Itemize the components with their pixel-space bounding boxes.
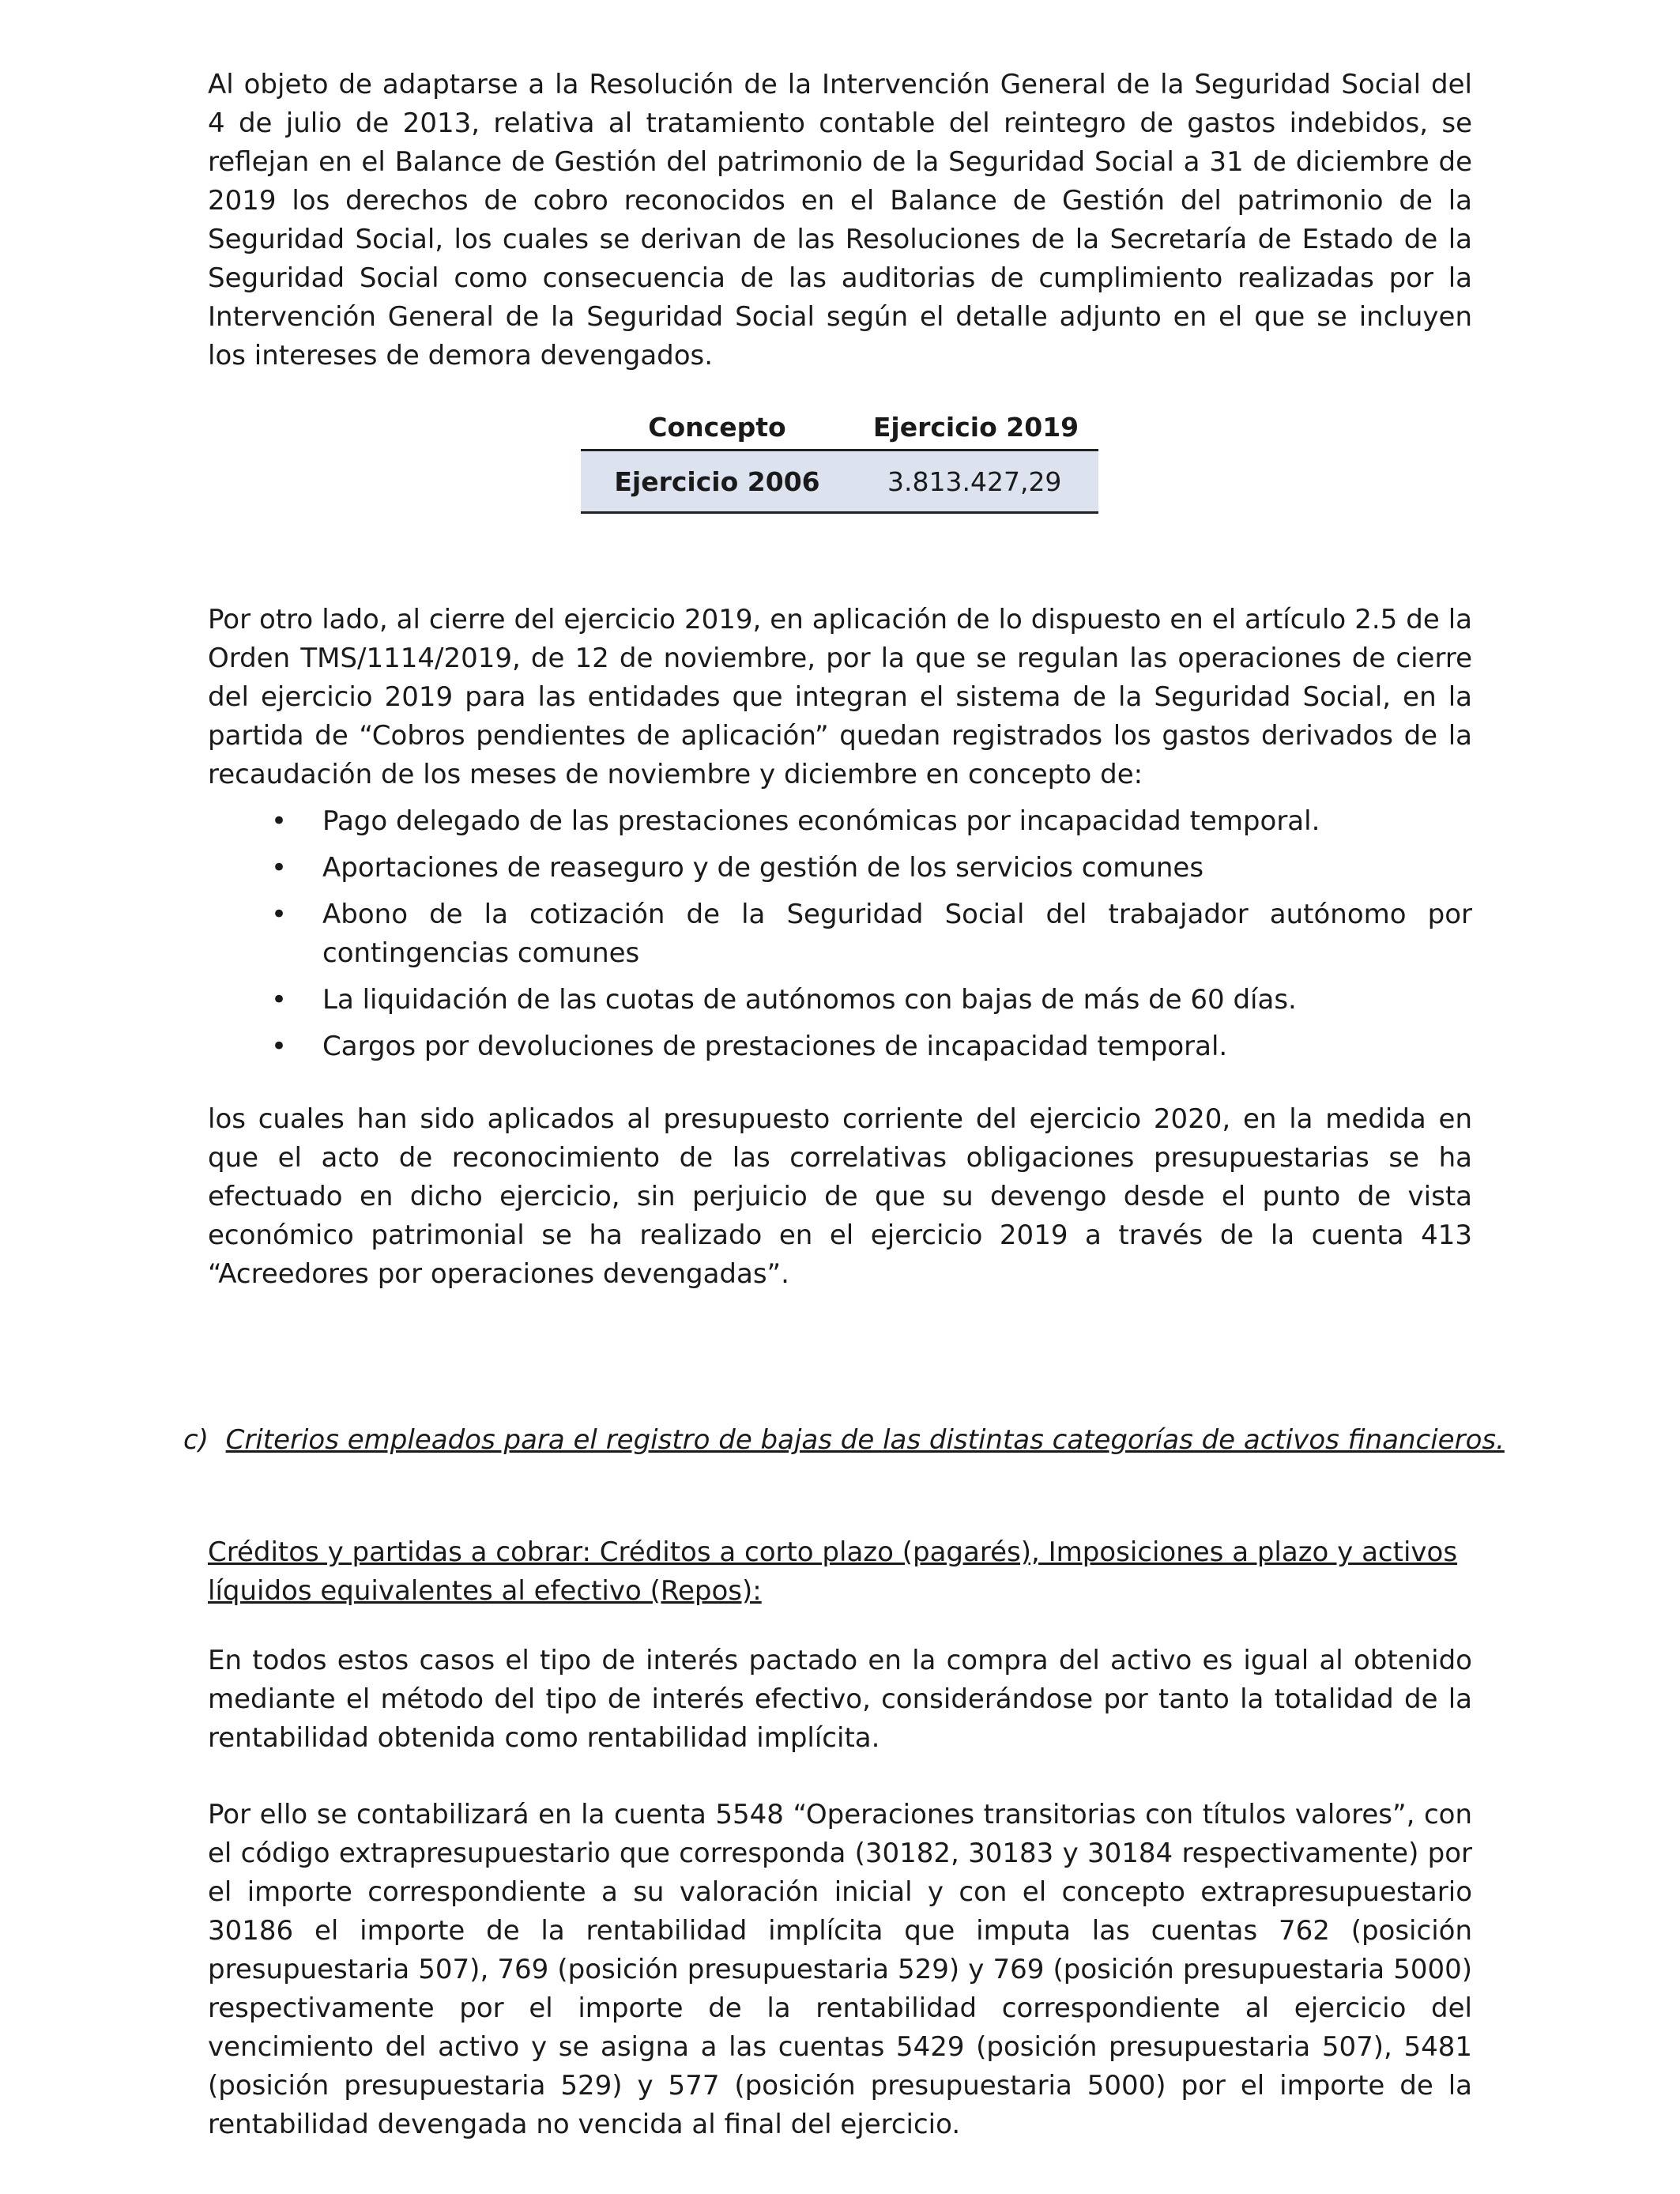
list-item — [208, 849, 1472, 888]
section-c-heading — [183, 1421, 1505, 1460]
list-item-text: Pago delegado de las prestaciones económicas por incapacidad temporal. — [322, 805, 1320, 837]
list-item-text: Abono de la cotización de la Seguridad Social del trabajador autónomo por contingencias comunes — [322, 899, 1472, 969]
header-concepto: Concepto — [648, 412, 786, 443]
row-valor: 3.813.427,29 — [887, 466, 1062, 497]
derechos-cobro-table — [581, 405, 1098, 514]
paragraph-cobros-pendientes: Por otro lado, al cierre del ejercicio 2019, en aplicación de lo dispuesto en el artículo 2.5 de la Orden TMS/1114/2019, de 12 de noviembre, por la que se regulan las operaciones de cierre del ejercicio 2019 para las entidades que integran el sistema de la Seguridad Social, en la partida de “Cobros pendientes de aplicación” quedan registrados los gastos derivados de la recaudación de los meses de noviembre y diciembre en concepto de: — [208, 604, 1472, 790]
bullet-icon: • — [271, 805, 288, 837]
list-item — [208, 895, 1472, 973]
paragraph-reintegro-gastos: Al objeto de adaptarse a la Resolución de la Intervención General de la Seguridad Social del 4 de julio de 2013, relativa al tratamiento contable del reintegro de gastos indebidos, se reflejan en el Balance de Gestión del patrimonio de la Seguridad Social a 31 de diciembre de 2019 los derechos de cobro reconocidos en el Balance de Gestión del patrimonio de la Seguridad Social, los cuales se derivan de las Resoluciones de la Secretaría de Estado de la Seguridad Social como consecuencia de las auditorias de cumplimiento realizadas por la Intervención General de la Seguridad Social según el detalle adjunto en el que se incluyen los intereses de demora devengados. — [208, 69, 1472, 371]
table-row — [581, 450, 1098, 513]
bullet-icon: • — [271, 899, 288, 930]
list-item-text: Aportaciones de reaseguro y de gestión de los servicios comunes — [322, 852, 1204, 884]
bullet-list-conceptos — [208, 802, 1472, 1074]
bullet-icon: • — [271, 1031, 288, 1062]
list-item — [208, 981, 1472, 1020]
list-item — [208, 802, 1472, 841]
list-item — [208, 1027, 1472, 1066]
header-ejercicio-2019: Ejercicio 2019 — [872, 412, 1079, 443]
table-header-row — [581, 405, 1098, 450]
bullet-icon: • — [271, 984, 288, 1016]
section-c-title: Criterios empleados para el registro de bajas de las distintas categorías de activos financieros. — [225, 1424, 1505, 1456]
sub-heading-creditos: Créditos y partidas a cobrar: Créditos a corto plazo (pagarés), Imposiciones a plazo y activos líquidos equivalentes al efectivo (Repos): — [208, 1536, 1458, 1607]
paragraph-contabilizacion: Por ello se contabilizará en la cuenta 5548 “Operaciones transitorias con títulos valores”, con el código extrapresupuestario que corresponda (30182, 30183 y 30184 respectivamente) por el importe correspondiente a su valoración inicial y con el concepto extrapresupuestario 30186 el importe de la rentabilidad implícita que imputa las cuentas 762 (posición presupuestaria 507), 769 (posición presupuestaria 529) y 769 (posición presupuestaria 5000) respectivamente por el importe de la rentabilidad correspondiente al ejercicio del vencimiento del activo y se asigna a las cuentas 5429 (posición presupuestaria 507), 5481 (posición presupuestaria 529) y 577 (posición presupuestaria 5000) por el importe de la rentabilidad devengada no vencida al final del ejercicio. — [208, 1799, 1472, 2140]
section-c-prefix: c) — [183, 1424, 209, 1456]
paragraph-tipo-interes: En todos estos casos el tipo de interés pactado en la compra del activo es igual al obtenido mediante el método del tipo de interés efectivo, considerándose por tanto la totalidad de la rentabilidad obtenida como rentabilidad implícita. — [208, 1645, 1472, 1754]
list-item-text: La liquidación de las cuotas de autónomos con bajas de más de 60 días. — [322, 984, 1297, 1016]
row-concepto: Ejercicio 2006 — [614, 466, 820, 497]
paragraph-presupuesto-2020: los cuales han sido aplicados al presupuesto corriente del ejercicio 2020, en la medida en que el acto de reconocimiento de las correlativas obligaciones presupuestarias se ha efectuado en dicho ejercicio, sin perjuicio de que su devengo desde el punto de vista económico patrimonial se ha realizado en el ejercicio 2019 a través de la cuenta 413 “Acreedores por operaciones devengadas”. — [208, 1103, 1472, 1290]
list-item-text: Cargos por devoluciones de prestaciones de incapacidad temporal. — [322, 1031, 1228, 1062]
bullet-icon: • — [271, 852, 288, 884]
